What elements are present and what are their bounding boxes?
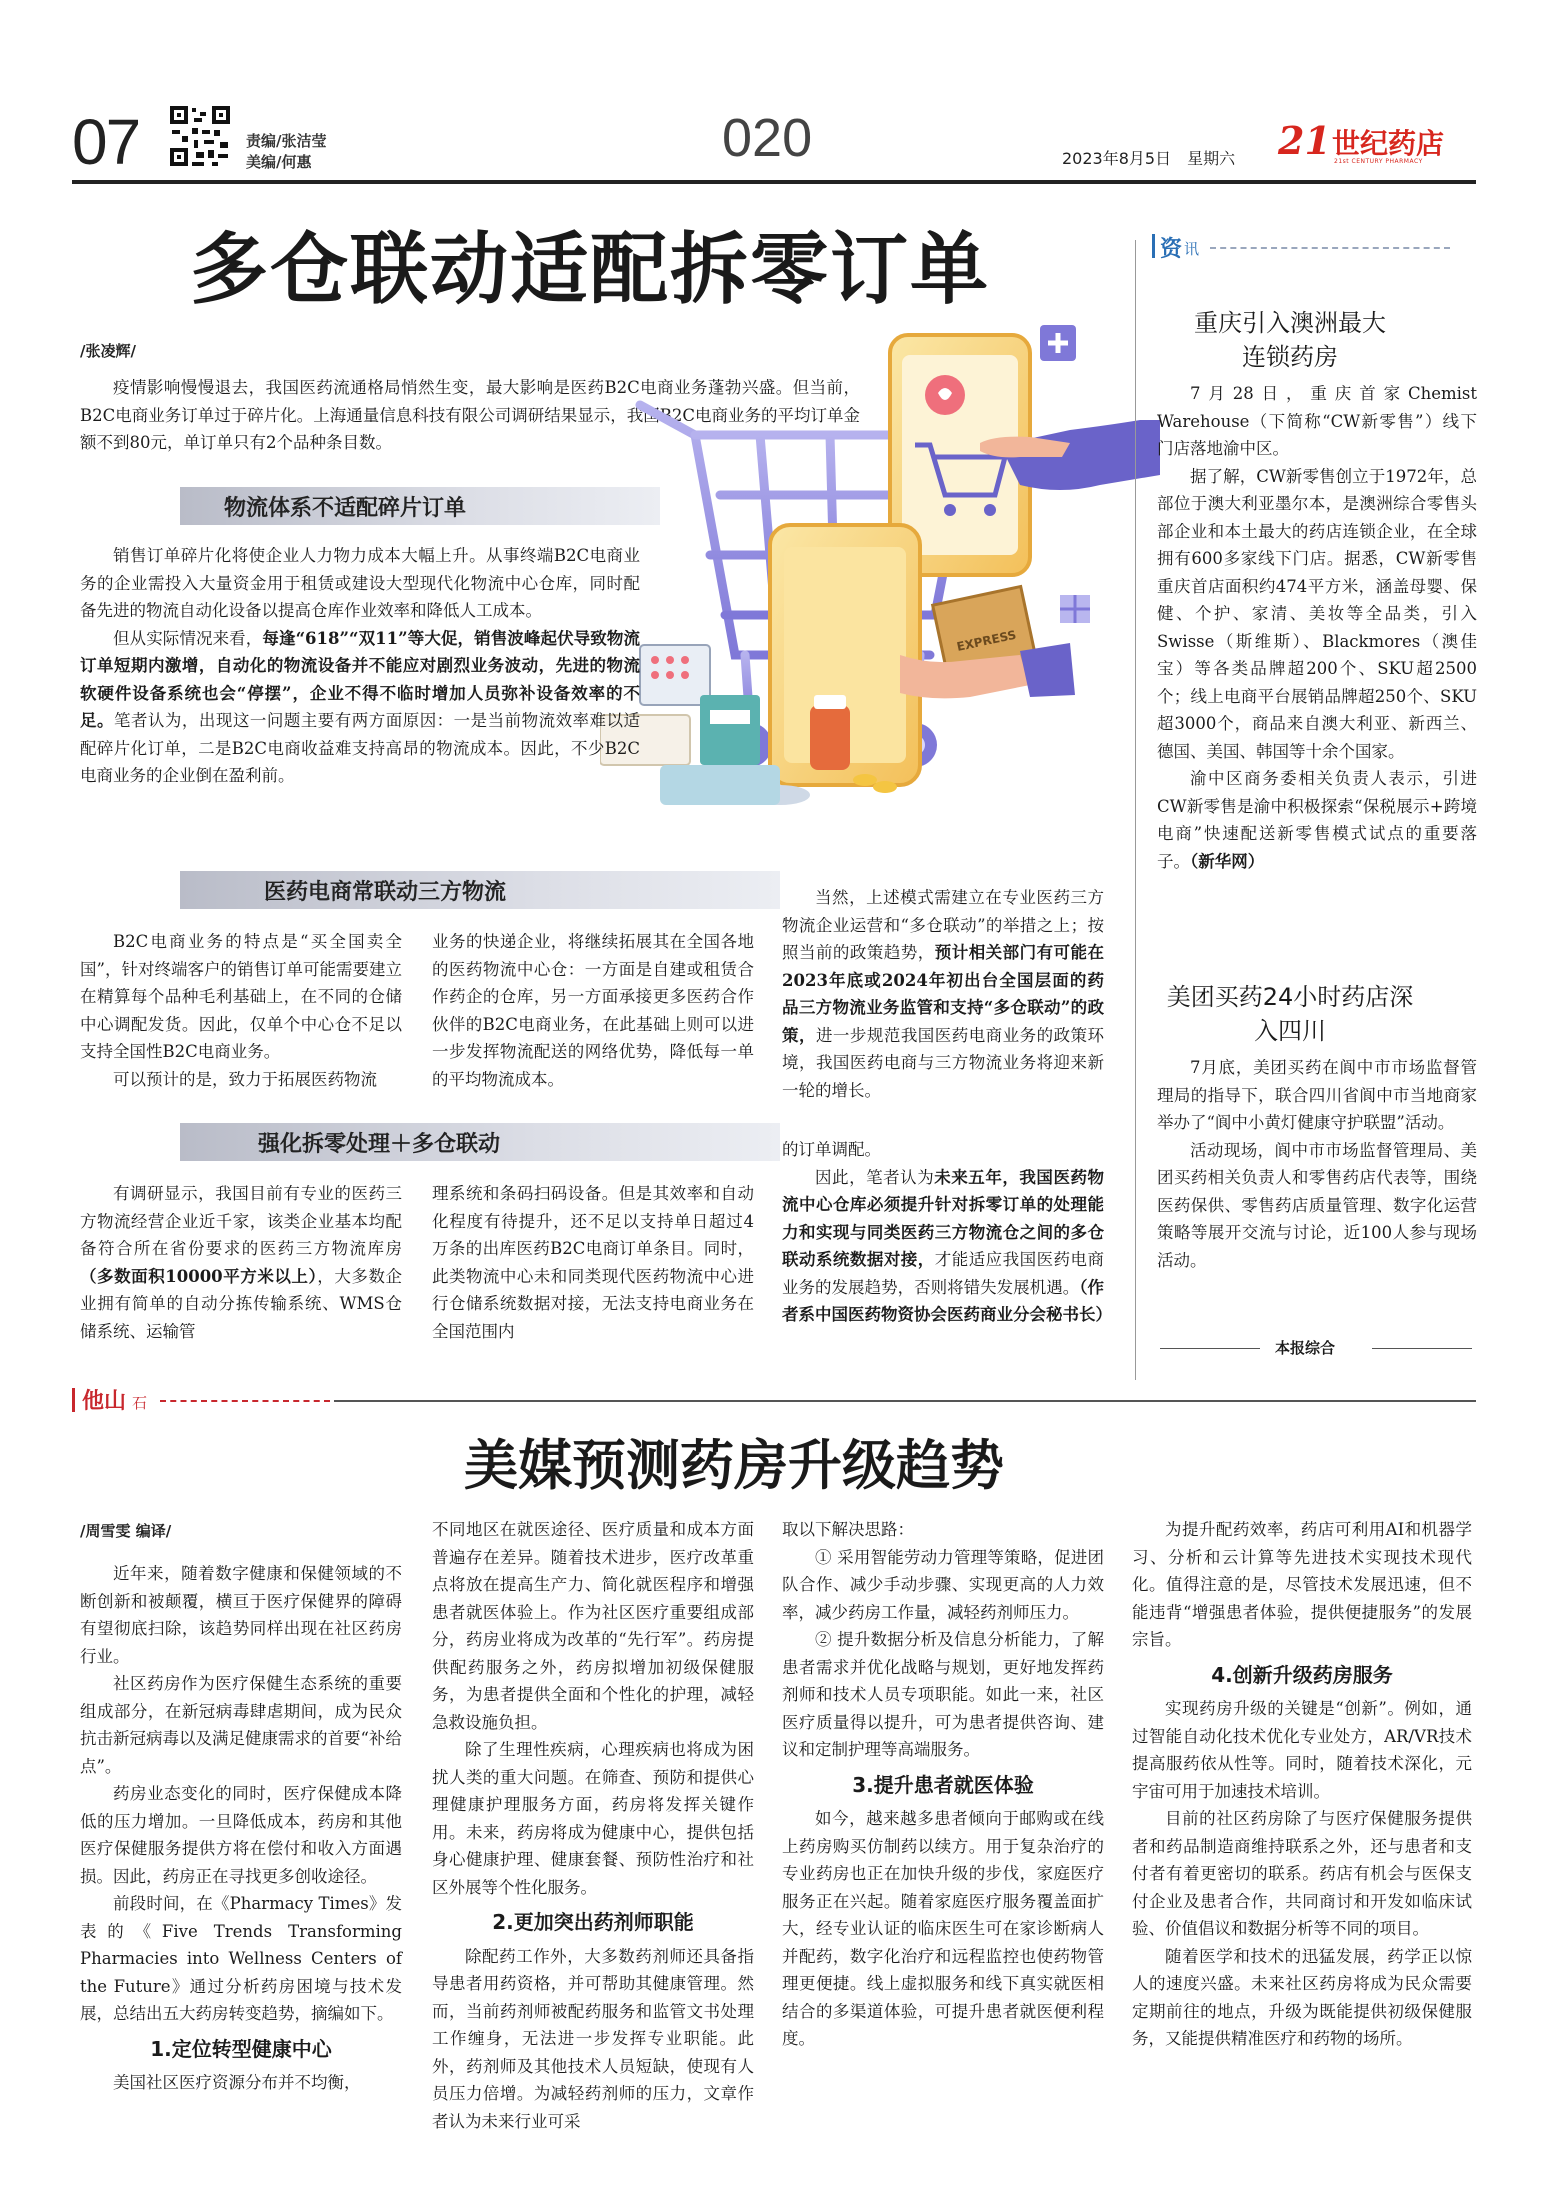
- sidebar-tag: [1150, 232, 1480, 262]
- article2-col2: 不同地区在就医途径、医疗质量和成本方面普遍存在差异。随着技术进步，医疗改革重点将放在提高生产力、简化就医程序和增强患者就医体验上。作为社区医疗重要组成部分，药房业将成为改革的“先行军”。药房提供配药服务之外，药房拟增加初级保健服务，为患者提供全面和个性化的护理，减轻急救设施负担。 除了生理性疾病，心理疾病也将成为困扰人类的重大问题。在筛查、预防和提供心理健康护理服务方面，药房将发挥关键作用。未来，药房将成为健康中心，提供包括身心健康护理、健康套餐、预防性治疗和社区外展等个性化服务。 2.更加突出药剂师职能 除配药工作外，大多数药剂师还具备指导患者用药资格，并可帮助其健康管理。然而，当前药剂师被配药服务和监管文书处理工作缠身，无法进一步发挥专业职能。此外，药剂师及其他技术人员短缺，使现有人员压力倍增。为减轻药剂师的压力，文章作者认为未来行业可采: [432, 1520, 754, 2131]
- article1-section2-col1: B2C电商业务的特点是“买全国卖全国”，针对终端客户的销售订单可能需要建立在精算每个品种毛利基础上，在不同的仓储中心调配发货。因此，仅单个中心仓不足以支持全国性B2C电商业务。 可以预计的是，致力于拓展医药物流: [80, 932, 402, 1089]
- qr-code-icon: [168, 104, 232, 168]
- article2-tag-sub: 石: [132, 1394, 148, 1412]
- section-number: 020: [722, 108, 813, 168]
- section-heading-logistics-text: 物流体系不适配碎片订单: [224, 495, 467, 521]
- editor-label: 责编/张洁莹: [246, 132, 327, 150]
- sidebar-news2-title: 美团买药24小时药店深入四川: [1166, 983, 1414, 1045]
- trend1-heading: 1.定位转型健康中心: [150, 2036, 332, 2061]
- article1-byline: /张凌辉/: [80, 342, 136, 360]
- article2-col4: 为提升配药效率，药店可利用AI和机器学习、分析和云计算等先进技术实现技术现代化。值得注意的是，尽管技术发展迅速，但不能违背“增强患者体验，提供便捷服务”的发展宗旨。 4.创新升级药房服务 实现药房升级的关键是“创新”。例如，通过智能自动化技术优化专业处方，AR/VR技术提高服药依从性等。同时，随着技术深化，元宇宙可用于加速技术培训。 目前的社区药房除了与医疗保健服务提供者和药品制造商维持联系之外，还与患者和支付者有着更密切的联系。药店有机会与医保支付企业及患者合作，共同商讨和开发如临床试验、价值倡议和数据分析等不同的项目。 随着医学和技术的迅猛发展，药学正以惊人的速度兴盛。未来社区药房将成为民众需要定期前往的地点，升级为既能提供初级保健服务，又能提供精准医疗和药物的场所。: [1132, 1520, 1472, 2048]
- section-heading-logistics: [180, 487, 660, 525]
- newspaper-logo: [1278, 118, 1478, 174]
- article2-tag-main: 他山: [82, 1389, 127, 1414]
- trend3-heading: 3.提升患者就医体验: [852, 1772, 1034, 1797]
- ecommerce-illustration: [600, 325, 1160, 845]
- article1-section1: [80, 542, 640, 790]
- article1-headline: 多仓联动适配拆零订单: [190, 224, 991, 315]
- trend4-heading: 4.创新升级药房服务: [1211, 1662, 1393, 1687]
- page-header: [0, 0, 1548, 190]
- section1-paragraph2: 但从实际情况来看，每逢“618”“双11”等大促，销售波峰起伏导致物流订单短期内激增，自动化的物流设备并不能应对剧烈业务波动，先进的物流软硬件设备系统也会“停摆”，企业不得不临时增加人员弥补设备效率的不足。笔者认为，出现这一问题主要有两方面原因：一是当前物流效率难以适配碎片化订单，二是B2C电商收益难支持高昂的物流成本。因此，不少B2C电商业务的企业倒在盈利前。: [80, 628, 640, 785]
- article1-section3-col3: 的订单调配。 因此，笔者认为未来五年，我国医药物流中心仓库必须提升针对拆零订单的处理能力和实现与同类医药三方物流仓之间的多仓联动系统数据对接，才能适应我国医药电商业务的发展趋势，否则将错失发展机遇。（作者系中国医药物资协会医药商业分会秘书长）: [782, 1140, 1112, 1324]
- sidebar-tag-sub: 讯: [1184, 240, 1200, 258]
- issue-date: 2023年8月5日 星期六: [1062, 149, 1236, 168]
- logo-number: 21: [1278, 118, 1331, 163]
- article2-col3: 取以下解决思路： ① 采用智能劳动力管理等策略，促进团队合作、减少手动步骤、实现更高的人力效率，减少药房工作量，减轻药剂师压力。 ② 提升数据分析及信息分析能力，了解患者需求并优化战略与规划，更好地发挥药剂师和技术人员专项职能。如此一来，社区医疗质量得以提升，可为患者提供咨询、建议和定制护理等高端服务。 3.提升患者就医体验 如今，越来越多患者倾向于邮购或在线上药房购买仿制药以续方。用于复杂治疗的专业药房也正在加快升级的步伐，家庭医疗服务正在兴起。随着家庭医疗服务覆盖面扩大，经专业认证的临床医生可在家诊断病人并配药，数字化治疗和远程监控也使药物管理更便捷。线上虚拟服务和线下真实就医相结合的多渠道体验，可提升患者就医便利程度。: [782, 1520, 1104, 2048]
- article2-headline: 美媒预测药房升级趋势: [464, 1433, 1004, 1497]
- article1-section2-col3: 当然，上述模式需建立在专业医药三方物流企业运营和“多仓联动”的举措之上；按照当前的政策趋势，预计相关部门有可能在2023年底或2024年初出台全国层面的药品三方物流业务监管和支持“多仓联动”的政策，进一步规范我国医药电商业务的政策环境，我国医药电商与三方物流业务将迎来新一轮的增长。: [782, 888, 1105, 1100]
- article1-section2-col2: 业务的快递企业，将继续拓展其在全国各地的医药物流中心仓：一方面是自建或租赁合作药企的仓库，另一方面承接更多医药合作伙伴的B2C电商业务，在此基础上则可以进一步发挥物流配送的网络优势，降低每一单的平均物流成本。: [432, 932, 754, 1089]
- logo-subtext: 21st CENTURY PHARMACY: [1334, 158, 1423, 165]
- section-heading-third-party: [180, 871, 780, 909]
- sidebar-news1-body: 7月28日，重庆首家Chemist Warehouse（下简称“CW新零售”）线下门店落地渝中区。 据了解，CW新零售创立于1972年，总部位于澳大利亚墨尔本，是澳洲综合零售头部企业和本土最大的药店连锁企业，在全球拥有600多家线下门店。据悉，CW新零售重庆首店面积约474平方米，涵盖母婴、保健、个护、家清、美妆等全品类，引入Swisse（斯维斯）、Blackmores（澳佳宝）等各类品牌超200个、SKU超2500个；线上电商平台展销品牌超250个、SKU超3000个，商品来自澳大利亚、新西兰、德国、美国、韩国等十余个国家。 渝中区商务委相关负责人表示，引进CW新零售是渝中积极探索“保税展示+跨境电商”快速配送新零售模式试点的重要落子。（新华网）: [1157, 384, 1477, 871]
- article1-section3-col1: 有调研显示，我国目前有专业的医药三方物流经营企业近千家，该类企业基本均配备符合所在省份要求的医药三方物流库房（多数面积10000平方米以上），大多数企业拥有简单的自动分拣传输系统、WMS仓储系统、运输管: [80, 1184, 403, 1341]
- sidebar-news2-body: 7月底，美团买药在阆中市市场监督管理局的指导下，联合四川省阆中市当地商家举办了“阆中小黄灯健康守护联盟”活动。 活动现场，阆中市市场监督管理局、美团买药相关负责人和零售药店代表等，围绕医药保供、零售药店质量管理、数字化运营策略等展开交流与讨论，近100人参与现场活动。: [1157, 1058, 1477, 1270]
- column-divider: [1135, 240, 1136, 1380]
- article1-lead: 疫情影响慢慢退去，我国医药流通格局悄然生变，最大影响是医药B2C电商业务蓬勃兴盛。但当前，B2C电商业务订单过于碎片化。上海通量信息科技有限公司调研结果显示，我国B2C电商业务的平均订单金额不到80元，单订单只有2个品种条目数。: [80, 378, 860, 452]
- section-heading-multi-warehouse: [180, 1123, 780, 1161]
- article1-section3-col2: 理系统和条码扫码设备。但是其效率和自动化程度有待提升，还不足以支持单日超过4万条的出库医药B2C电商订单条目。同时，此类物流中心未和同类现代医药物流中心进行仓储系统数据对接，无法支持电商业务在全国范围内: [432, 1184, 754, 1341]
- section-heading-multi-warehouse-text: 强化拆零处理＋多仓联动: [258, 1131, 501, 1157]
- page-number: 07: [72, 106, 140, 178]
- article2-col1: 近年来，随着数字健康和保健领域的不断创新和被颠覆，横亘于医疗保健界的障碍有望彻底扫除，该趋势同样出现在社区药房行业。 社区药房作为医疗保健生态系统的重要组成部分，在新冠病毒肆虐期间，成为民众抗击新冠病毒以及满足健康需求的首要“补给点”。 药房业态变化的同时，医疗保健成本降低的压力增加。一旦降低成本，药房和其他医疗保健服务提供方将在偿付和收入方面遇损。因此，药房正在寻找更多创收途径。 前段时间，在《Pharmacy Times》发表的《Five Trends Transforming Pharmacies into Wellness Centers of the Future》通过分析药房困境与技术发展，总结出五大药房转变趋势，摘编如下。 1.定位转型健康中心 美国社区医疗资源分布并不均衡，: [80, 1564, 402, 2092]
- sidebar-tag-main: 资: [1160, 237, 1183, 262]
- section1-paragraph1: 销售订单碎片化将使企业人力物力成本大幅上升。从事终端B2C电商业务的企业需投入大量资金用于租赁或建设大型现代化物流中心仓库，同时配备先进的物流自动化设备以提高仓库作业效率和降低人工成本。: [80, 546, 640, 620]
- article2-tag: [72, 1384, 1476, 1416]
- express-box-label: EXPRESS: [955, 627, 1018, 654]
- header-rule: [72, 180, 1476, 184]
- designer-label: 美编/何惠: [246, 153, 312, 171]
- section-heading-third-party-text: 医药电商常联动三方物流: [264, 879, 507, 905]
- article2-byline: /周雪雯 编译/: [80, 1522, 172, 1540]
- sidebar-news1-title: 重庆引入澳洲最大连锁药房: [1194, 309, 1386, 371]
- sidebar-news2-source: 本报综合: [1160, 1337, 1476, 1361]
- logo-text: 世纪药店: [1332, 127, 1445, 160]
- trend2-heading: 2.更加突出药剂师职能: [492, 1910, 694, 1934]
